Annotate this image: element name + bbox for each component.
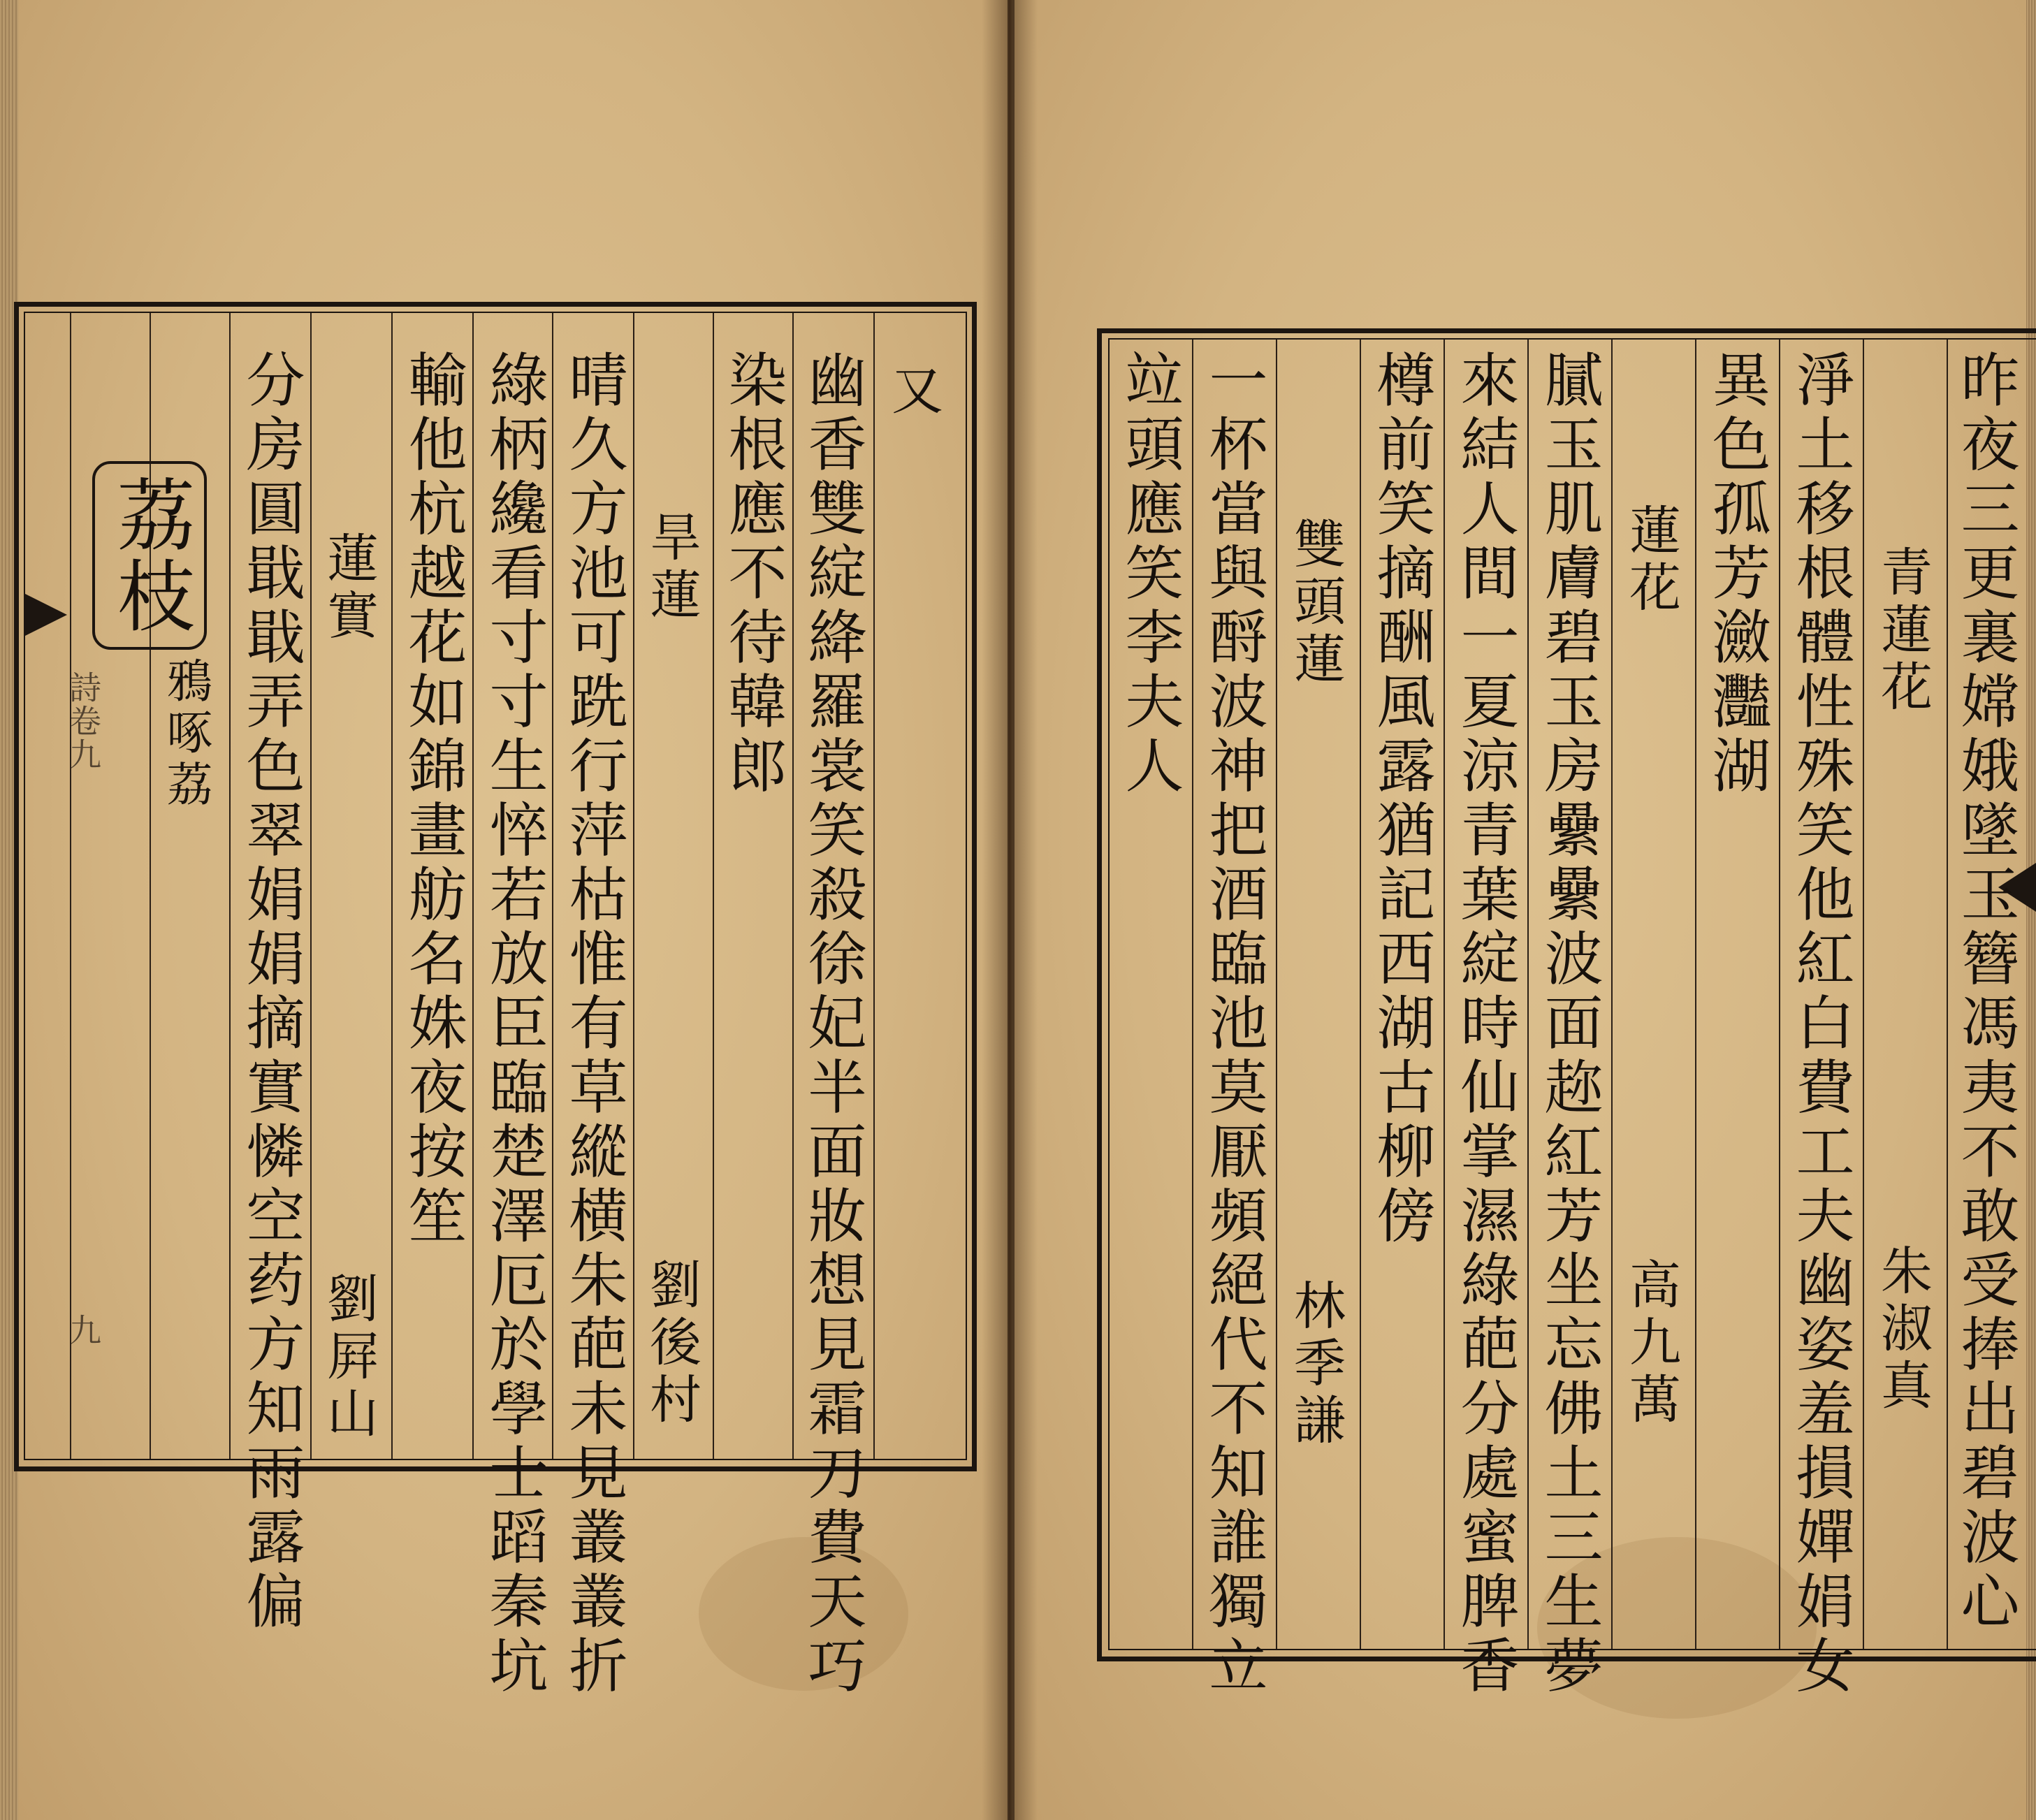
poem-line: 一杯當與酹波神把酒臨池莫厭頻絕代不知誰獨立 [1200,349,1268,1699]
poem-heading: 旱蓮 [641,510,701,625]
poem-line: 淨土移根體性殊笑他紅白費工夫幽姿羞損嬋娟女 [1787,349,1855,1699]
column-rule [713,313,714,1459]
column-rule [873,313,875,1459]
column-rule [1947,340,1948,1649]
poem-author: 林季謙 [1286,1279,1346,1450]
column-rule [1863,340,1864,1649]
column-rule [1360,340,1361,1649]
column-rule [1527,340,1529,1649]
fore-edge-page-number: 九 [64,1313,102,1347]
poem-line: 綠柄纔看寸寸生悴若放臣臨楚澤厄於學士蹈秦坑 [480,349,548,1699]
section-title: 荔枝 [104,474,195,636]
poem-line: 竝頭應笑李夫人 [1116,349,1184,799]
poem-line: 晴久方池可跣行萍枯惟有草縱横朱葩未見叢叢折 [560,349,628,1699]
column-rule [1444,340,1445,1649]
poem-line: 分房圓戢戢弄色翠娟娟摘實憐空药方知雨露偏 [237,349,305,1635]
poem-author: 朱淑真 [1873,1244,1933,1415]
poem-heading: 又 [883,363,943,421]
subsection-heading: 鴉啄荔 [159,657,212,812]
column-rule [1695,340,1696,1649]
poem-heading: 青蓮花 [1873,545,1933,717]
column-rule [70,313,71,1459]
fore-edge-title: 詩卷九 [64,671,102,771]
poem-line: 樽前笑摘酬風露猶記西湖古柳傍 [1367,349,1436,1249]
poem-line: 異色孤芳瀲灩湖 [1703,349,1771,799]
poem-author: 高九萬 [1621,1258,1681,1429]
poem-heading: 雙頭蓮 [1286,517,1346,689]
column-rule [792,313,794,1459]
column-rule [1779,340,1780,1649]
book-gutter [982,0,1038,1820]
section-title-box [92,461,207,650]
poem-line: 昨夜三更裏嫦娥墜玉簪馮夷不敢受捧出碧波心 [1951,349,2020,1635]
column-rule [1276,340,1277,1649]
column-rule [229,313,231,1459]
column-rule [1192,340,1193,1649]
poem-heading: 蓮實 [319,531,379,646]
poem-author: 劉後村 [641,1258,701,1429]
poem-line: 染根應不待韓郎 [719,349,787,799]
poem-line: 幽香雙綻絳羅裳笑殺徐妃半面妝想見霜刀費天巧 [799,349,867,1699]
poem-line: 膩玉肌膚碧玉房纍纍波面趂紅芳坐忘佛土三生夢 [1535,349,1604,1699]
column-rule [472,313,474,1459]
column-rule [552,313,553,1459]
column-rule [633,313,634,1459]
column-rule [391,313,393,1459]
poem-heading: 蓮花 [1621,503,1681,618]
poem-line: 來結人間一夏涼青葉綻時仙掌濕綠葩分處蜜脾香 [1451,349,1520,1699]
poem-author: 劉屛山 [319,1272,379,1443]
column-rule [1611,340,1613,1649]
poem-line: 輸他杭越花如錦畫舫名姝夜按笙 [399,349,467,1249]
column-rule [310,313,312,1459]
